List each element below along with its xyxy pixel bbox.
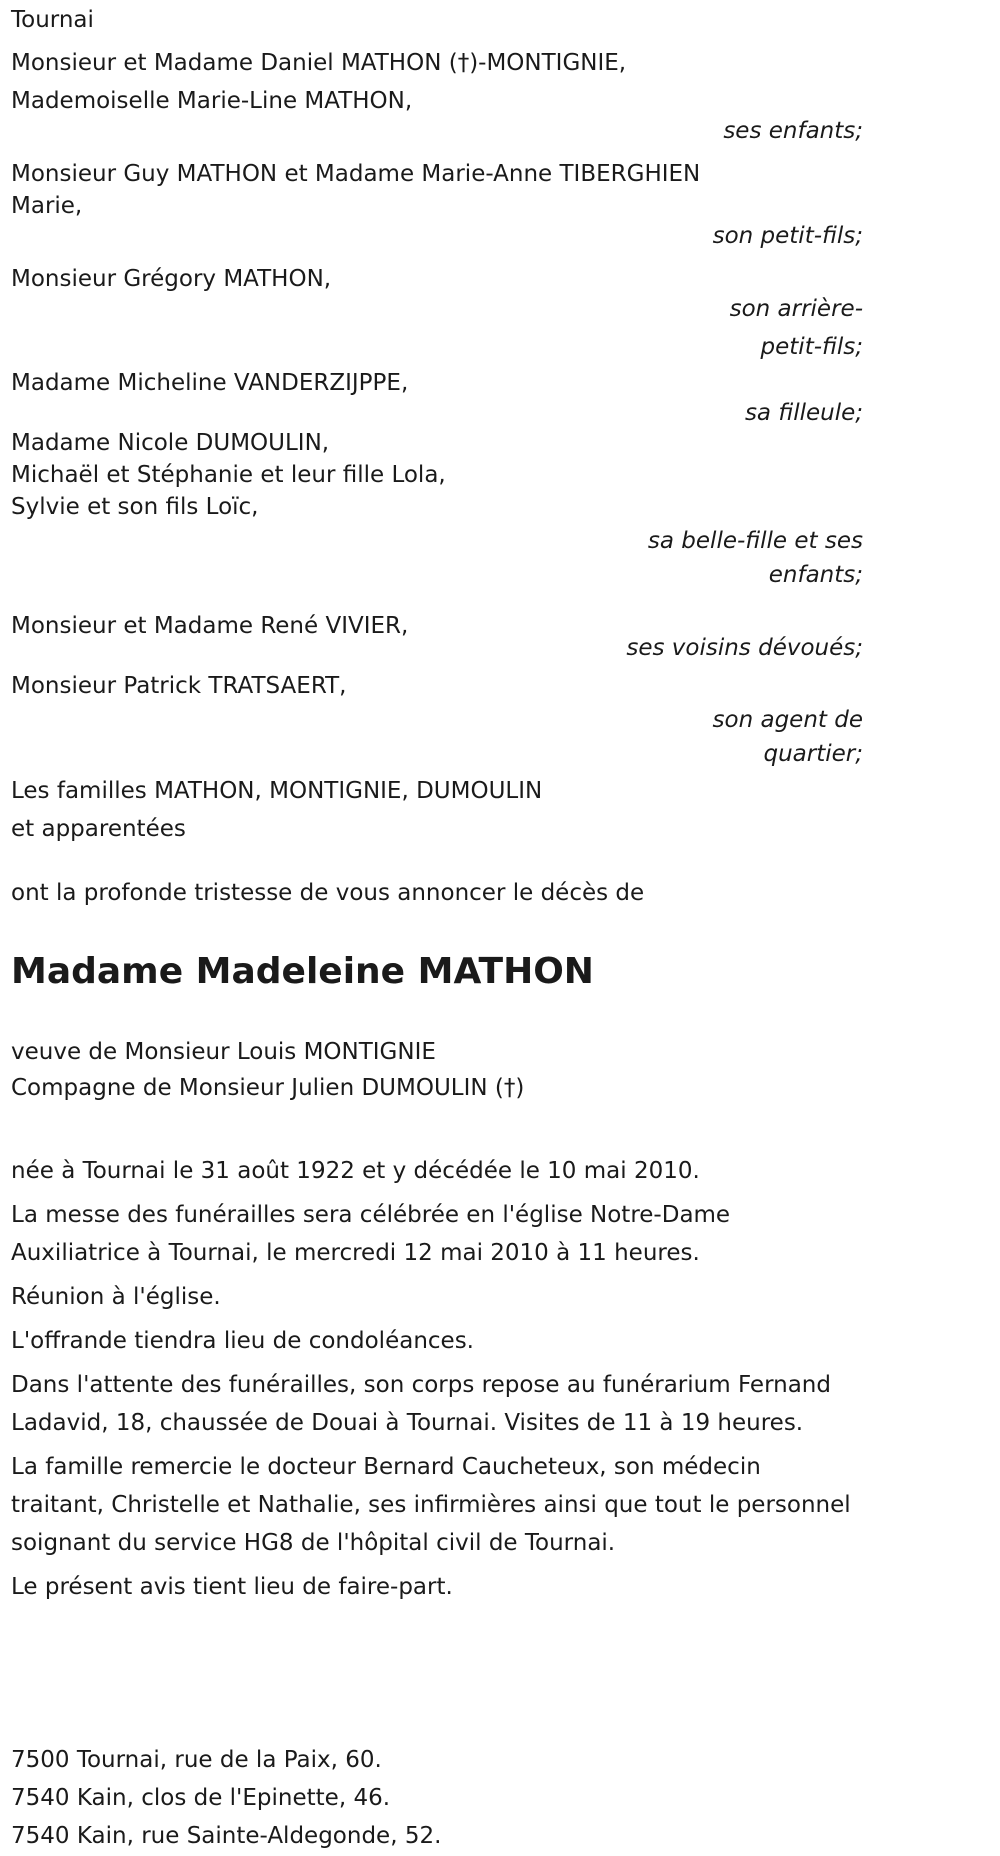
role-label: sa belle-fille et ses <box>647 528 863 554</box>
entry-line: Monsieur Patrick TRATSAERT, <box>11 673 347 699</box>
entry-families <box>11 772 863 848</box>
entry-line: Michaël et Stéphanie et leur fille Lola, <box>11 462 446 488</box>
relation-line: Compagne de Monsieur Julien DUMOULIN (†) <box>11 1075 525 1101</box>
funerarium-line: Dans l'attente des funérailles, son corps repose au funérarium Fernand <box>11 1372 831 1398</box>
entry-line: Mademoiselle Marie-Line MATHON, <box>11 88 413 114</box>
entry-line: Monsieur Grégory MATHON, <box>11 266 332 292</box>
announcement-text: ont la profonde tristesse de vous annoncer le décès de <box>11 880 645 906</box>
entry-line: Monsieur Guy MATHON et Madame Marie-Anne TIBERGHIEN <box>11 161 701 187</box>
role-label: petit-fils; <box>760 334 863 360</box>
entry-line: Madame Nicole DUMOULIN, <box>11 430 330 456</box>
role-label: enfants; <box>768 562 863 588</box>
funerarium-paragraph <box>11 1366 863 1442</box>
thanks-line: La famille remercie le docteur Bernard Caucheteux, son médecin <box>11 1454 761 1480</box>
entry-line: Monsieur et Madame René VIVIER, <box>11 613 409 639</box>
relation-line: veuve de Monsieur Louis MONTIGNIE <box>11 1039 436 1065</box>
role-label: son arrière- <box>729 296 863 322</box>
address-list <box>11 1741 441 1855</box>
entry-children <box>11 44 863 150</box>
deceased-name: Madame Madeleine MATHON <box>11 951 594 992</box>
entry-greatgrandson <box>11 260 863 366</box>
address-line: 7540 Kain, rue Sainte-Aldegonde, 52. <box>11 1823 442 1849</box>
thanks-paragraph <box>11 1448 863 1562</box>
entry-goddaughter <box>11 364 863 432</box>
entry-line: Marie, <box>11 193 83 219</box>
mass-line: Auxiliatrice à Tournai, le mercredi 12 mai 2010 à 11 heures. <box>11 1240 700 1266</box>
mass-paragraph <box>11 1196 863 1272</box>
role-label: ses enfants; <box>723 118 863 144</box>
entry-line: Monsieur et Madame Daniel MATHON (†)-MONTIGNIE, <box>11 50 627 76</box>
entry-line: Sylvie et son fils Loïc, <box>11 494 259 520</box>
offering-line: L'offrande tiendra lieu de condoléances. <box>11 1328 474 1354</box>
role-label: son petit-fils; <box>712 223 863 249</box>
entry-grandson <box>11 155 863 255</box>
thanks-line: traitant, Christelle et Nathalie, ses infirmières ainsi que tout le personnel <box>11 1492 851 1518</box>
mass-line: La messe des funérailles sera célébrée en l'église Notre-Dame <box>11 1202 731 1228</box>
role-label: quartier; <box>763 741 863 767</box>
role-label: son agent de <box>712 707 863 733</box>
role-label: ses voisins dévoués; <box>626 635 863 661</box>
entry-neighbours <box>11 607 863 667</box>
thanks-line: soignant du service HG8 de l'hôpital civil de Tournai. <box>11 1530 616 1556</box>
meeting-line: Réunion à l'église. <box>11 1284 221 1310</box>
role-label: sa filleule; <box>744 400 863 426</box>
city-heading: Tournai <box>11 7 94 33</box>
address-line: 7540 Kain, clos de l'Epinette, 46. <box>11 1785 391 1811</box>
notice-line: Le présent avis tient lieu de faire-part. <box>11 1574 453 1600</box>
funerarium-line: Ladavid, 18, chaussée de Douai à Tournai. Visites de 11 à 19 heures. <box>11 1410 804 1436</box>
deceased-relations <box>11 1033 524 1107</box>
funeral-details <box>11 1152 863 1606</box>
entry-line: et apparentées <box>11 816 186 842</box>
entry-agent <box>11 667 863 773</box>
address-line: 7500 Tournai, rue de la Paix, 60. <box>11 1747 382 1773</box>
entry-daughterinlaw <box>11 424 863 594</box>
birth-death-line: née à Tournai le 31 août 1922 et y décédée le 10 mai 2010. <box>11 1158 700 1184</box>
entry-line: Madame Micheline VANDERZIJPPE, <box>11 370 409 396</box>
entry-line: Les familles MATHON, MONTIGNIE, DUMOULIN <box>11 778 543 804</box>
